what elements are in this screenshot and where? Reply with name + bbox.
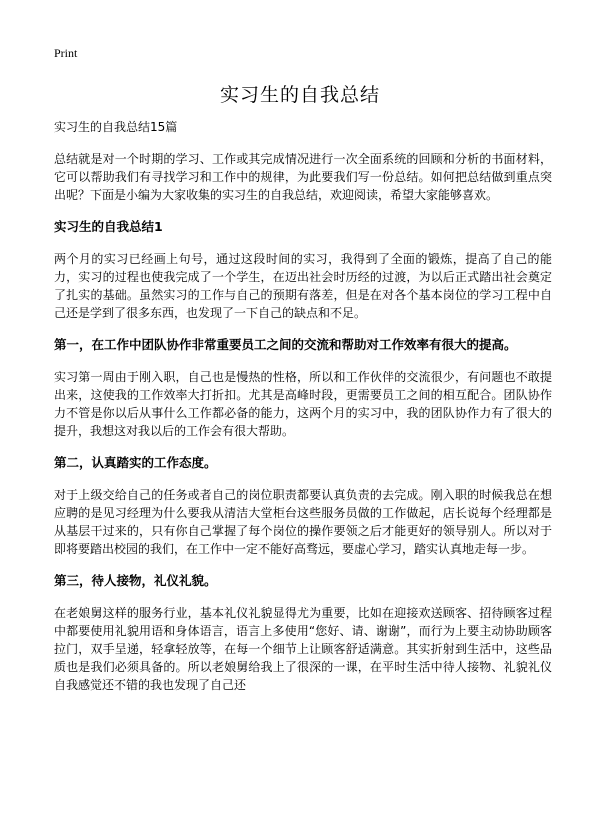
section-paragraph-1: 两个月的实习已经画上句号，通过这段时间的实习，我得到了全面的锻炼，提高了自己的能力，实习的过程也使我完成了一个学生，在迈出社会时历经的过渡，为以后正式踏出社会奠定了扎实的基础。虽然实习的工作与自己的预期有落差，但是在对各个基本岗位的学习工程中自己还是学到了很多东西，也发现了一下自己的缺点和不足。	[54, 252, 552, 320]
document-subtitle: 实习生的自我总结15篇	[54, 120, 178, 134]
page-title: 实习生的自我总结	[219, 84, 380, 106]
section-heading-1: 实习生的自我总结1	[54, 219, 163, 234]
section-heading-3: 第二，认真踏实的工作态度。	[54, 455, 217, 470]
document-body	[54, 118, 552, 708]
section-heading-2: 第一，在工作中团队协作非常重要员工之间的交流和帮助对工作效率有很大的提高。	[54, 337, 517, 352]
section-paragraph-3: 对于上级交给自己的任务或者自己的岗位职责都要认真负责的去完成。刚入职的时候我总在想应聘的是见习经理为什么要我从清洁大堂柜台这些服务员做的工作做起，店长说每个经理都是从基层干过来的，只有你自己掌握了每个岗位的操作要领之后才能更好的领导别人。所以对于即将要踏出校园的我们，在工作中一定不能好高骛远，要虚心学习，踏实认真地走每一步。	[54, 488, 552, 556]
print-link[interactable]: Print	[54, 46, 78, 60]
section-paragraph-4: 在老娘舅这样的服务行业，基本礼仪礼貌显得尤为重要，比如在迎接欢送顾客、招待顾客过程中都要使用礼貌用语和身体语言，语言上多使用“您好、请、谢谢”，而行为上要主动协助顾客拉门，双手呈递，轻拿轻放等，在每一个细节上让顾客舒适满意。其实折射到生活中，这些品质也是我们必须具备的。所以老娘舅给我上了很深的一课，在平时生活中待人接物、礼貌礼仪自我感觉还不错的我也发现了自己还	[54, 606, 552, 692]
section-heading-4: 第三，待人接物，礼仪礼貌。	[54, 573, 217, 588]
intro-paragraph: 总结就是对一个时期的学习、工作或其完成情况进行一次全面系统的回顾和分析的书面材料，它可以帮助我们有寻找学习和工作中的规律，为此要我们写一份总结。如何把总结做到重点突出呢？下面是小编为大家收集的实习生的自我总结，欢迎阅读，希望大家能够喜欢。	[54, 152, 552, 202]
section-paragraph-2: 实习第一周由于刚入职，自己也是慢热的性格，所以和工作伙伴的交流很少，有问题也不敢提出来，这使我的工作效率大打折扣。尤其是高峰时段，更需要员工之间的相互配合。团队协作力不管是你以后从事什么工作都必备的能力，这两个月的实习中，我的团队协作力有了很大的提升，我想这对我以后的工作会有很大帮助。	[54, 370, 552, 438]
